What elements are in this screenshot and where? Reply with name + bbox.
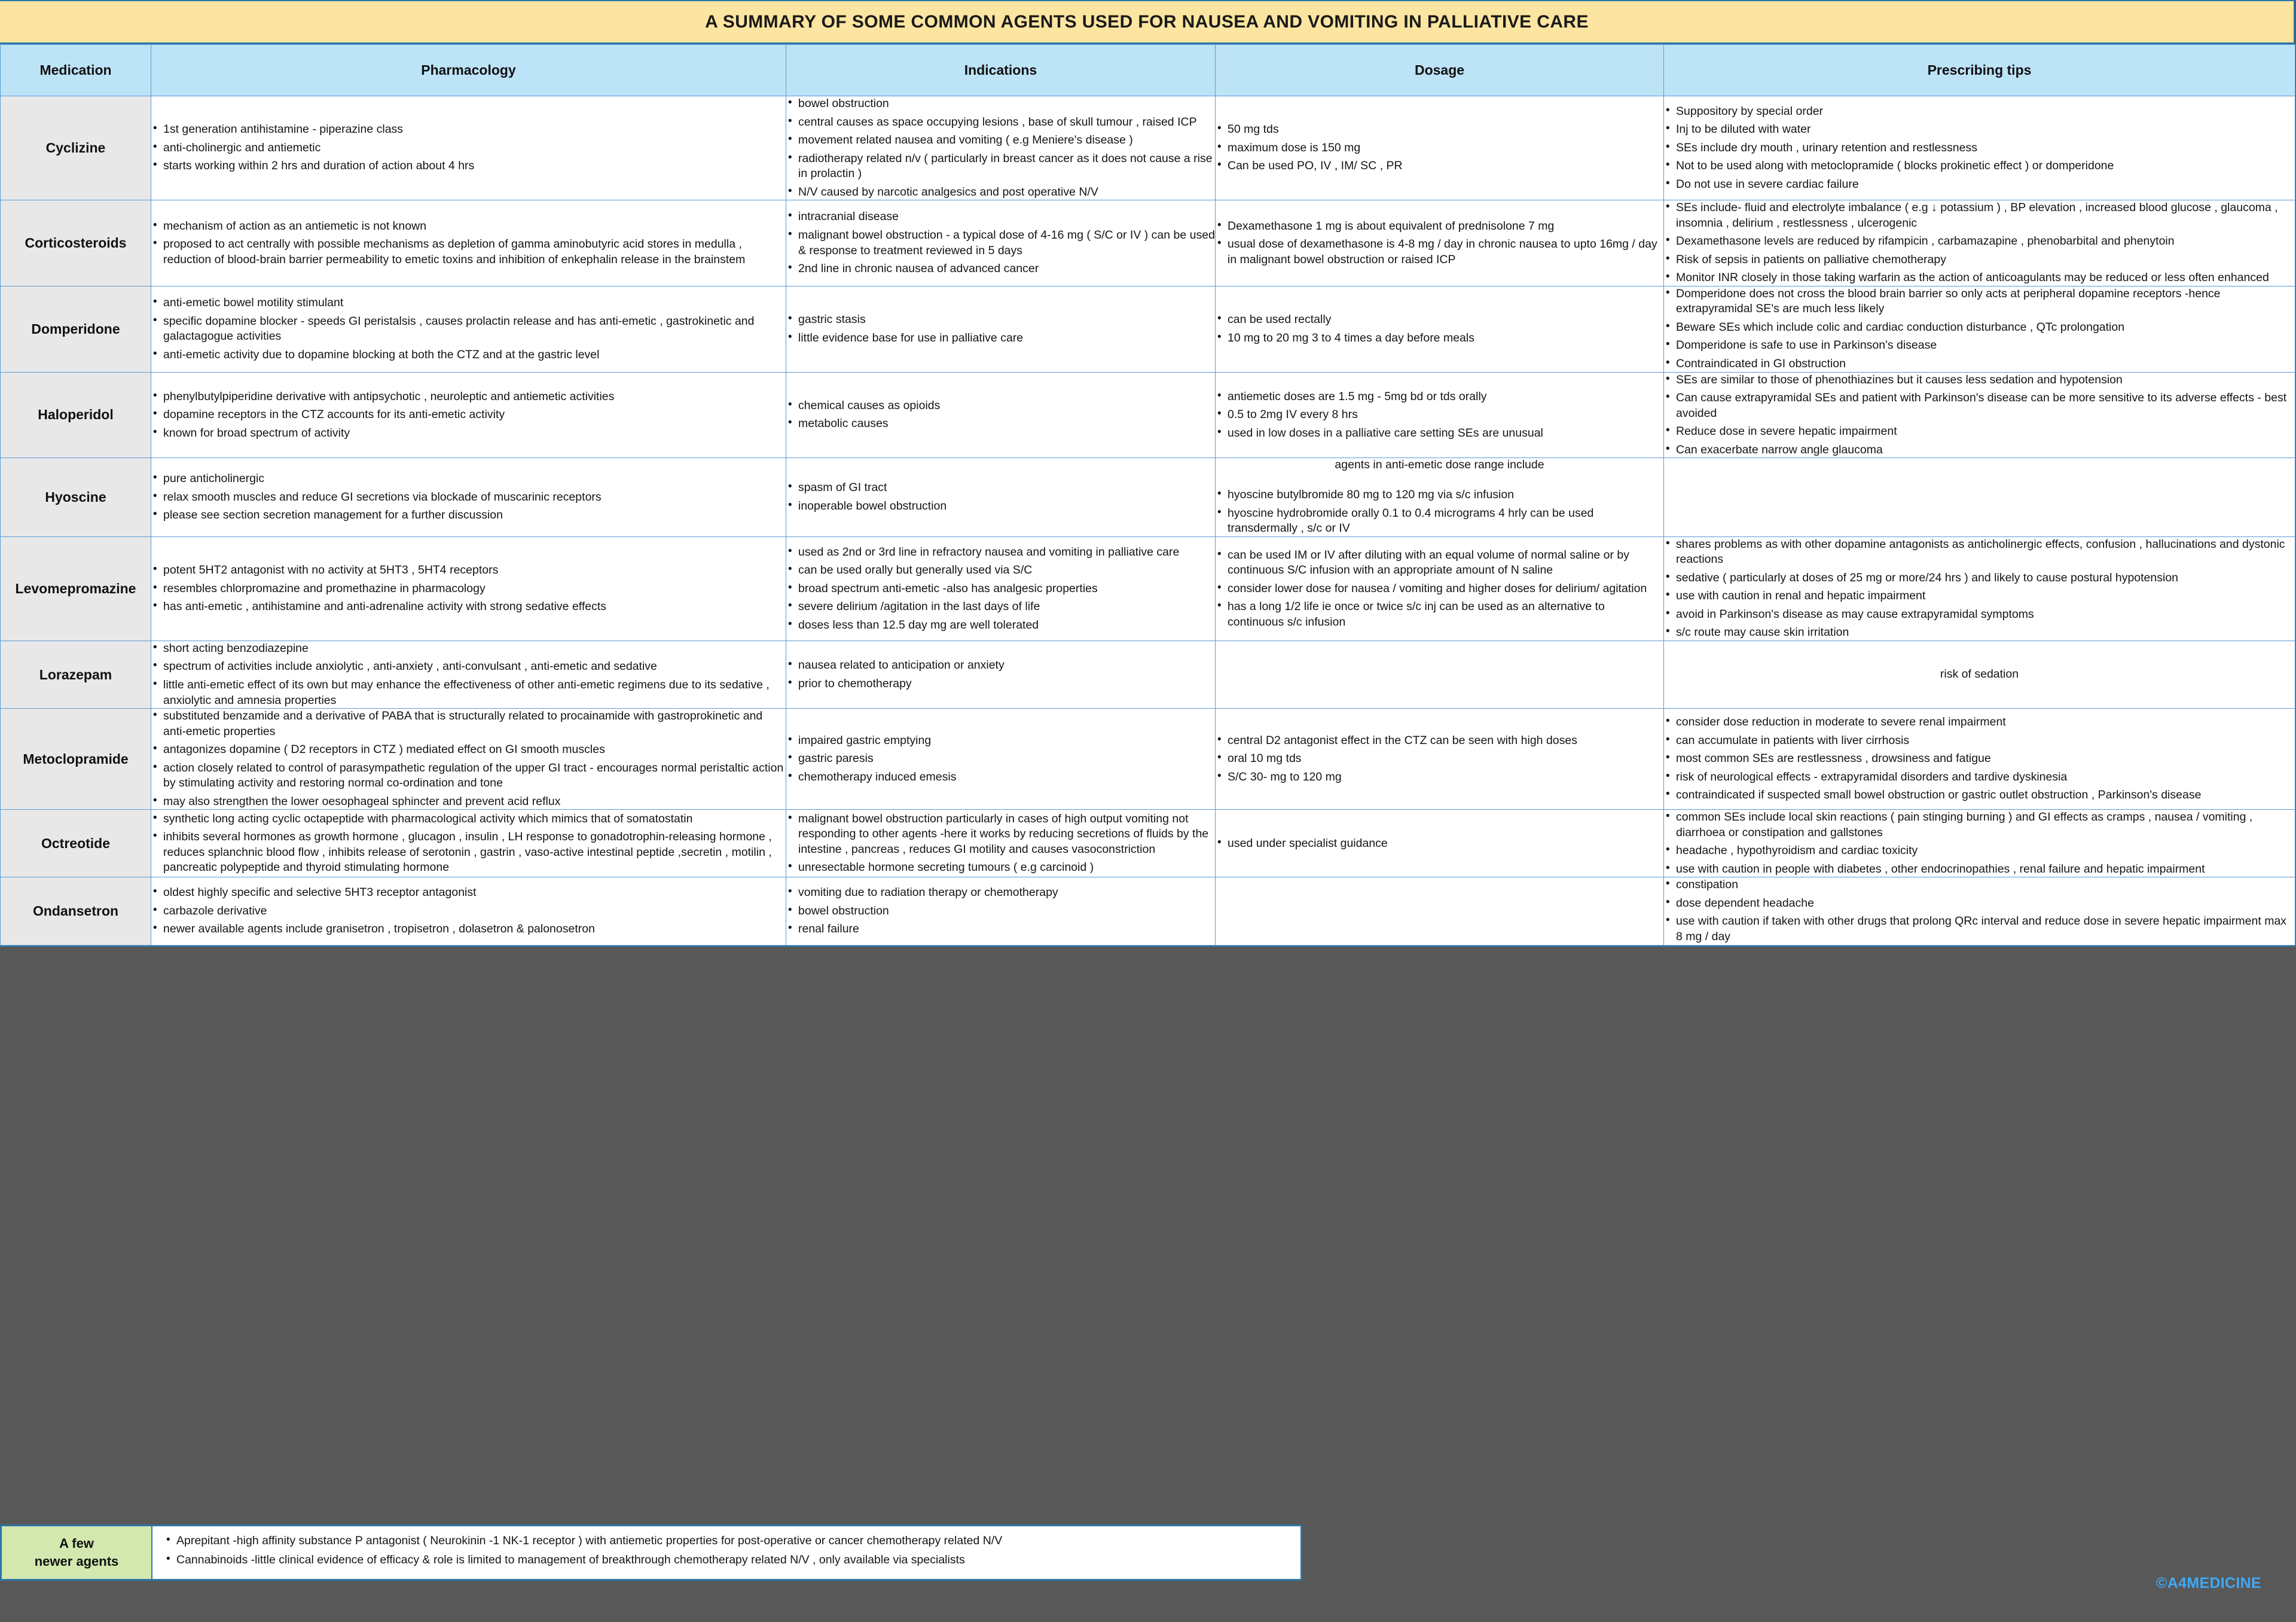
bullet-item: • avoid in Parkinson's disease as may cause extrapyramidal symptoms xyxy=(1664,607,2295,623)
bullet-item: • nausea related to anticipation or anxiety xyxy=(786,658,1215,673)
pharmacology-cell xyxy=(151,810,786,877)
bullet-item: • Can cause extrapyramidal SEs and patient with Parkinson's disease can be more sensitive to its adverse effects - best avoided xyxy=(1664,391,2295,421)
table-row xyxy=(1,372,2295,458)
bullet-item: • oldest highly specific and selective 5HT3 receptor antagonist xyxy=(151,885,786,901)
bullet-item: • synthetic long acting cyclic octapeptide with pharmacological activity which mimics that of somatostatin xyxy=(151,812,786,827)
column-header-medication: Medication xyxy=(1,45,151,96)
bullet-item: • proposed to act centrally with possible mechanisms as depletion of gamma aminobutyric acid stores in medulla , reduction of blood-brain barrier permeability to emetic toxins and inhibition of enkephalin release in the brainstem xyxy=(151,237,786,267)
bullet-item: • spectrum of activities include anxiolytic , anti-anxiety , anti-convulsant , anti-emetic and sedative xyxy=(151,659,786,675)
table-row xyxy=(1,877,2295,945)
table-row xyxy=(1,458,2295,537)
dosage-cell xyxy=(1216,458,1664,537)
bullet-item: • shares problems as with other dopamine antagonists as anticholinergic effects, confusion , hallucinations and dystonic reactions xyxy=(1664,537,2295,568)
table-row xyxy=(1,810,2295,877)
prescribing-tips-cell xyxy=(1664,810,2295,877)
bullet-item: • used as 2nd or 3rd line in refractory nausea and vomiting in palliative care xyxy=(786,545,1215,560)
bullet-item: • has anti-emetic , antihistamine and anti-adrenaline activity with strong sedative effects xyxy=(151,599,786,615)
title-bar xyxy=(0,0,2294,44)
bullet-item: • 10 mg to 20 mg 3 to 4 times a day before meals xyxy=(1216,331,1663,346)
prescribing-tips-cell xyxy=(1664,877,2295,945)
pharmacology-cell xyxy=(151,536,786,641)
dosage-cell xyxy=(1216,810,1664,877)
bullet-item: • consider dose reduction in moderate to severe renal impairment xyxy=(1664,715,2295,730)
bullet-item: • maximum dose is 150 mg xyxy=(1216,141,1663,156)
medication-name-cell: Hyoscine xyxy=(1,458,151,537)
bullet-item: • little evidence base for use in palliative care xyxy=(786,331,1215,346)
bullet-item: • Can exacerbate narrow angle glaucoma xyxy=(1664,443,2295,458)
pharmacology-cell-list xyxy=(151,812,786,876)
pharmacology-cell-list xyxy=(151,389,786,441)
bullet-item: • SEs are similar to those of phenothiazines but it causes less sedation and hypotension xyxy=(1664,373,2295,388)
medication-name-cell: Octreotide xyxy=(1,810,151,877)
bullet-item: • starts working within 2 hrs and duration of action about 4 hrs xyxy=(151,158,786,174)
bullet-item: • please see section secretion management for a further discussion xyxy=(151,508,786,523)
newer-agents-bullet-list xyxy=(164,1533,1289,1571)
bullet-item: • central causes as space occupying lesions , base of skull tumour , raised ICP xyxy=(786,115,1215,130)
prescribing-tips-cell xyxy=(1664,372,2295,458)
dosage-cell xyxy=(1216,641,1664,708)
prescribing-tips-cell xyxy=(1664,200,2295,286)
bullet-item: • short acting benzodiazepine xyxy=(151,641,786,657)
prescribing-tips-cell-list xyxy=(1664,104,2295,193)
bullet-item: • substituted benzamide and a derivative of PABA that is structurally related to procainamide with gastroprokinetic and anti-emetic properties xyxy=(151,709,786,739)
dosage-cell-list xyxy=(1216,487,1663,536)
bullet-item: • use with caution in renal and hepatic impairment xyxy=(1664,589,2295,604)
bullet-item: • little anti-emetic effect of its own but may enhance the effectiveness of other anti-emetic regimens due to its sedative , anxiolytic and amnesia properties xyxy=(151,678,786,708)
bullet-item: • common SEs include local skin reactions ( pain stinging burning ) and GI effects as cramps , nausea / vomiting , diarrhoea or constipation and gallstones xyxy=(1664,810,2295,840)
bullet-item: • SEs include- fluid and electrolyte imbalance ( e.g ↓ potassium ) , BP elevation , increased blood glucose , glaucoma , insomnia , delirium , restlessness , ulcerogenic xyxy=(1664,200,2295,231)
bullet-item: • antiemetic doses are 1.5 mg - 5mg bd or tds orally xyxy=(1216,389,1663,405)
bullet-item: • mechanism of action as an antiemetic is not known xyxy=(151,219,786,234)
bullet-item: • N/V caused by narcotic analgesics and post operative N/V xyxy=(786,185,1215,200)
bullet-item: • broad spectrum anti-emetic -also has analgesic properties xyxy=(786,581,1215,597)
medication-name-cell: Corticosteroids xyxy=(1,200,151,286)
prescribing-tips-cell-list xyxy=(1664,373,2295,458)
bullet-item: • spasm of GI tract xyxy=(786,480,1215,496)
bullet-item: • can be used IM or IV after diluting with an equal volume of normal saline or by continuous S/C infusion with an appropriate amount of N saline xyxy=(1216,548,1663,578)
bullet-item: • prior to chemotherapy xyxy=(786,676,1215,692)
bullet-item: • malignant bowel obstruction - a typical dose of 4-16 mg ( S/C or IV ) can be used & response to treatment reviewed in 5 days xyxy=(786,228,1215,258)
watermark: ©A4MEDICINE xyxy=(2156,1575,2261,1591)
pharmacology-cell-list xyxy=(151,885,786,937)
bullet-item: • bowel obstruction xyxy=(786,96,1215,112)
bullet-item: • Dexamethasone 1 mg is about equivalent of prednisolone 7 mg xyxy=(1216,219,1663,234)
indications-cell-list xyxy=(786,545,1215,633)
medication-name-cell: Metoclopramide xyxy=(1,709,151,810)
indications-cell-list xyxy=(786,480,1215,514)
dosage-cell-list xyxy=(1216,389,1663,441)
bullet-item: • movement related nausea and vomiting ( e.g Meniere's disease ) xyxy=(786,133,1215,148)
indications-cell-list xyxy=(786,658,1215,691)
bullet-item: • use with caution if taken with other drugs that prolong QRc interval and reduce dose in severe hepatic impairment max 8 mg / day xyxy=(1664,914,2295,944)
bullet-item: • newer available agents include granisetron , tropisetron , dolasetron & palonosetron xyxy=(151,922,786,937)
bullet-item: • Beware SEs which include colic and cardiac conduction disturbance , QTc prolongation xyxy=(1664,320,2295,336)
bullet-item: • has a long 1/2 life ie once or twice s/c inj can be used as an alternative to continuous s/c infusion xyxy=(1216,599,1663,630)
prescribing-tips-cell-list xyxy=(1664,537,2295,641)
indications-cell xyxy=(786,286,1216,372)
bullet-item: • most common SEs are restlessness , drowsiness and fatigue xyxy=(1664,751,2295,767)
table-row xyxy=(1,286,2295,372)
dosage-cell xyxy=(1216,536,1664,641)
bullet-item: • Not to be used along with metoclopramide ( blocks prokinetic effect ) or domperidone xyxy=(1664,158,2295,174)
pharmacology-cell-list xyxy=(151,471,786,523)
column-header-prescribing-tips: Prescribing tips xyxy=(1664,45,2295,96)
indications-cell-list xyxy=(786,812,1215,876)
bullet-item: • Domperidone is safe to use in Parkinson's disease xyxy=(1664,338,2295,353)
table-row xyxy=(1,96,2295,200)
prescribing-tips-cell-list xyxy=(1664,200,2295,286)
bullet-item: • specific dopamine blocker - speeds GI peristalsis , causes prolactin release and has anti-emetic , gastrokinetic and galactagogue activities xyxy=(151,314,786,344)
bullet-item: • anti-emetic activity due to dopamine blocking at both the CTZ and at the gastric level xyxy=(151,347,786,363)
medication-name-cell: Haloperidol xyxy=(1,372,151,458)
bullet-item: • renal failure xyxy=(786,922,1215,937)
pharmacology-cell xyxy=(151,877,786,945)
bullet-item: • Domperidone does not cross the blood brain barrier so only acts at peripheral dopamine receptors -hence extrapyramidal SE's are much less likely xyxy=(1664,286,2295,317)
bullet-item: • inhibits several hormones as growth hormone , glucagon , insulin , LH response to gonadotrophin-releasing hormone , reduces splanchnic blood flow , inhibits release of serotonin , gastrin , vaso-active intestinal peptide ,secretin , motilin , pancreatic polypeptide and thyroid stimulating hormone xyxy=(151,830,786,876)
indications-cell-list xyxy=(786,733,1215,785)
newer-agents-label-line2: newer agents xyxy=(34,1554,119,1569)
pharmacology-cell xyxy=(151,286,786,372)
bullet-item: • 1st generation antihistamine - piperazine class xyxy=(151,122,786,138)
pharmacology-cell-list xyxy=(151,295,786,362)
prescribing-tips-cell xyxy=(1664,709,2295,810)
column-header-pharmacology: Pharmacology xyxy=(151,45,786,96)
dosage-lead-note: agents in anti-emetic dose range include xyxy=(1335,458,1544,472)
bullet-item: • use with caution in people with diabetes , other endocrinopathies , renal failure and hepatic impairment xyxy=(1664,862,2295,877)
dosage-cell xyxy=(1216,877,1664,945)
bullet-item: • carbazole derivative xyxy=(151,904,786,919)
bullet-item: • used in low doses in a palliative care setting SEs are unusual xyxy=(1216,426,1663,441)
bullet-item: • Risk of sepsis in patients on palliative chemotherapy xyxy=(1664,252,2295,268)
medication-name-cell: Ondansetron xyxy=(1,877,151,945)
bullet-item: • gastric stasis xyxy=(786,312,1215,328)
table-row xyxy=(1,200,2295,286)
prescribing-tips-cell-list xyxy=(1664,286,2295,372)
pharmacology-cell xyxy=(151,641,786,708)
bullet-item: • potent 5HT2 antagonist with no activity at 5HT3 , 5HT4 receptors xyxy=(151,563,786,578)
indications-cell-list xyxy=(786,96,1215,200)
dosage-cell xyxy=(1216,372,1664,458)
prescribing-tips-cell-list xyxy=(1664,810,2295,877)
bullet-item: • may also strengthen the lower oesophageal sphincter and prevent acid reflux xyxy=(151,794,786,810)
bullet-item: • risk of neurological effects - extrapyramidal disorders and tardive dyskinesia xyxy=(1664,770,2295,785)
prescribing-tips-cell xyxy=(1664,286,2295,372)
bullet-item: • gastric paresis xyxy=(786,751,1215,767)
bullet-item: • dose dependent headache xyxy=(1664,896,2295,911)
bullet-item: • phenylbutylpiperidine derivative with antipsychotic , neuroleptic and antiemetic activities xyxy=(151,389,786,405)
medication-name-cell: Cyclizine xyxy=(1,96,151,200)
bullet-item: • action closely related to control of parasympathetic regulation of the upper GI tract - encourages normal peristaltic action by stimulating activity and restoring normal co-ordination and tone xyxy=(151,761,786,791)
bullet-item: • pure anticholinergic xyxy=(151,471,786,487)
prescribing-tips-cell xyxy=(1664,641,2295,708)
bullet-item: • Contraindicated in GI obstruction xyxy=(1664,356,2295,372)
bullet-item: • anti-cholinergic and antiemetic xyxy=(151,141,786,156)
newer-agents-label xyxy=(2,1526,152,1579)
table-row xyxy=(1,641,2295,708)
bullet-item: • 0.5 to 2mg IV every 8 hrs xyxy=(1216,407,1663,423)
pharmacology-cell xyxy=(151,372,786,458)
bullet-item: • 2nd line in chronic nausea of advanced cancer xyxy=(786,261,1215,277)
pharmacology-cell-list xyxy=(151,563,786,615)
bullet-item: • constipation xyxy=(1664,877,2295,893)
table-header xyxy=(1,45,2295,96)
bullet-item: • known for broad spectrum of activity xyxy=(151,426,786,441)
pharmacology-cell xyxy=(151,709,786,810)
prescribing-tips-cell xyxy=(1664,536,2295,641)
bullet-item: • chemotherapy induced emesis xyxy=(786,770,1215,785)
header-row xyxy=(1,45,2295,96)
bullet-item: • used under specialist guidance xyxy=(1216,836,1663,852)
dosage-cell-list xyxy=(1216,122,1663,174)
bullet-item: • Inj to be diluted with water xyxy=(1664,122,2295,138)
bullet-item: • hyoscine butylbromide 80 mg to 120 mg via s/c infusion xyxy=(1216,487,1663,503)
bullet-item: • resembles chlorpromazine and promethazine in pharmacology xyxy=(151,581,786,597)
bullet-item: • Suppository by special order xyxy=(1664,104,2295,120)
bullet-item: • oral 10 mg tds xyxy=(1216,751,1663,767)
indications-cell xyxy=(786,641,1216,708)
bullet-item: • s/c route may cause skin irritation xyxy=(1664,625,2295,641)
prescribing-tips-cell-list xyxy=(1664,715,2295,803)
indications-cell xyxy=(786,200,1216,286)
bullet-item: • hyoscine hydrobromide orally 0.1 to 0.4 micrograms 4 hrly can be used transdermally , s/c or IV xyxy=(1216,506,1663,536)
bullet-item: • relax smooth muscles and reduce GI secretions via blockade of muscarinic receptors xyxy=(151,490,786,505)
dosage-cell-list xyxy=(1216,733,1663,785)
indications-cell-list xyxy=(786,398,1215,432)
prescribing-tips-cell-list xyxy=(1664,877,2295,944)
indications-cell xyxy=(786,96,1216,200)
prescribing-tip-text: risk of sedation xyxy=(1940,667,2019,681)
bullet-item: • sedative ( particularly at doses of 25 mg or more/24 hrs ) and likely to cause postural hypotension xyxy=(1664,571,2295,586)
dosage-cell-list xyxy=(1216,548,1663,630)
bullet-item: • dopamine receptors in the CTZ accounts for its anti-emetic activity xyxy=(151,407,786,423)
bullet-item: • radiotherapy related n/v ( particularly in breast cancer as it does not cause a rise in prolactin ) xyxy=(786,151,1215,182)
page-title: A SUMMARY OF SOME COMMON AGENTS USED FOR NAUSEA AND VOMITING IN PALLIATIVE CARE xyxy=(705,11,1589,32)
bullet-item: • usual dose of dexamethasone is 4-8 mg / day in chronic nausea to upto 16mg / day in malignant bowel obstruction or raised ICP xyxy=(1216,237,1663,267)
antiemetics-table xyxy=(0,44,2295,946)
bullet-item: • Dexamethasone levels are reduced by rifampicin , carbamazapine , phenobarbital and phenytoin xyxy=(1664,234,2295,249)
indications-cell xyxy=(786,877,1216,945)
indications-cell-list xyxy=(786,312,1215,346)
bullet-item: • S/C 30- mg to 120 mg xyxy=(1216,770,1663,785)
table-row xyxy=(1,536,2295,641)
bullet-item: • Do not use in severe cardiac failure xyxy=(1664,177,2295,193)
bullet-item: • can accumulate in patients with liver cirrhosis xyxy=(1664,733,2295,749)
bullet-item: • chemical causes as opioids xyxy=(786,398,1215,414)
bullet-item: • malignant bowel obstruction particularly in cases of high output vomiting not responding to other agents -here it works by reducing secretions of fluids by the intestine , pancreas , reduces GI motility and causes vasoconstriction xyxy=(786,812,1215,858)
bullet-item: • Aprepitant -high affinity substance P antagonist ( Neurokinin -1 NK-1 receptor ) with antiemetic properties for post-operative or cancer chemotherapy related N/V xyxy=(164,1533,1289,1549)
dosage-cell-list xyxy=(1216,312,1663,346)
pharmacology-cell xyxy=(151,96,786,200)
prescribing-tips-cell xyxy=(1664,96,2295,200)
bullet-item: • severe delirium /agitation in the last days of life xyxy=(786,599,1215,615)
newer-agents-content xyxy=(152,1526,1300,1579)
bullet-item: • vomiting due to radiation therapy or chemotherapy xyxy=(786,885,1215,901)
bullet-item: • headache , hypothyroidism and cardiac toxicity xyxy=(1664,843,2295,859)
medication-name-cell: Domperidone xyxy=(1,286,151,372)
bullet-item: • consider lower dose for nausea / vomiting and higher doses for delirium/ agitation xyxy=(1216,581,1663,597)
bullet-item: • contraindicated if suspected small bowel obstruction or gastric outlet obstruction , Parkinson's disease xyxy=(1664,788,2295,803)
medication-name-cell: Lorazepam xyxy=(1,641,151,708)
bullet-item: • SEs include dry mouth , urinary retention and restlessness xyxy=(1664,141,2295,156)
bullet-item: • unresectable hormone secreting tumours ( e.g carcinoid ) xyxy=(786,860,1215,876)
bullet-item: • can be used rectally xyxy=(1216,312,1663,328)
pharmacology-cell-list xyxy=(151,219,786,268)
indications-cell-list xyxy=(786,885,1215,937)
dosage-cell xyxy=(1216,96,1664,200)
bullet-item: • anti-emetic bowel motility stimulant xyxy=(151,295,786,311)
bullet-item: • Monitor INR closely in those taking warfarin as the action of anticoagulants may be reduced or less often enhanced xyxy=(1664,270,2295,286)
dosage-cell-list xyxy=(1216,836,1663,852)
medication-name-cell: Levomepromazine xyxy=(1,536,151,641)
bullet-item: • inoperable bowel obstruction xyxy=(786,499,1215,514)
column-header-dosage: Dosage xyxy=(1216,45,1664,96)
bullet-item: • Reduce dose in severe hepatic impairment xyxy=(1664,424,2295,440)
bullet-item: • central D2 antagonist effect in the CTZ can be seen with high doses xyxy=(1216,733,1663,749)
bullet-item: • intracranial disease xyxy=(786,209,1215,225)
pharmacology-cell-list xyxy=(151,641,786,708)
pharmacology-cell xyxy=(151,200,786,286)
bullet-item: • metabolic causes xyxy=(786,416,1215,432)
table-row xyxy=(1,709,2295,810)
newer-agents-row xyxy=(0,1525,1302,1581)
column-header-indications: Indications xyxy=(786,45,1216,96)
bullet-item: • can be used orally but generally used via S/C xyxy=(786,563,1215,578)
newer-agents-label-line1: A few xyxy=(59,1536,94,1551)
dosage-cell xyxy=(1216,709,1664,810)
indications-cell xyxy=(786,458,1216,537)
dosage-cell xyxy=(1216,200,1664,286)
indications-cell xyxy=(786,536,1216,641)
indications-cell-list xyxy=(786,209,1215,276)
dosage-cell-list xyxy=(1216,219,1663,268)
pharmacology-cell-list xyxy=(151,709,786,809)
indications-cell xyxy=(786,709,1216,810)
dosage-cell xyxy=(1216,286,1664,372)
bullet-item: • bowel obstruction xyxy=(786,904,1215,919)
pharmacology-cell xyxy=(151,458,786,537)
table-body xyxy=(1,96,2295,946)
bullet-item: • Cannabinoids -little clinical evidence of efficacy & role is limited to management of breakthrough chemotherapy related N/V , only available via specialists xyxy=(164,1553,1289,1568)
indications-cell xyxy=(786,810,1216,877)
bullet-item: • doses less than 12.5 day mg are well tolerated xyxy=(786,618,1215,633)
indications-cell xyxy=(786,372,1216,458)
bullet-item: • 50 mg tds xyxy=(1216,122,1663,138)
pharmacology-cell-list xyxy=(151,122,786,174)
bullet-item: • antagonizes dopamine ( D2 receptors in CTZ ) mediated effect on GI smooth muscles xyxy=(151,742,786,758)
bullet-item: • impaired gastric emptying xyxy=(786,733,1215,749)
prescribing-tips-cell xyxy=(1664,458,2295,537)
bullet-item: • Can be used PO, IV , IM/ SC , PR xyxy=(1216,158,1663,174)
